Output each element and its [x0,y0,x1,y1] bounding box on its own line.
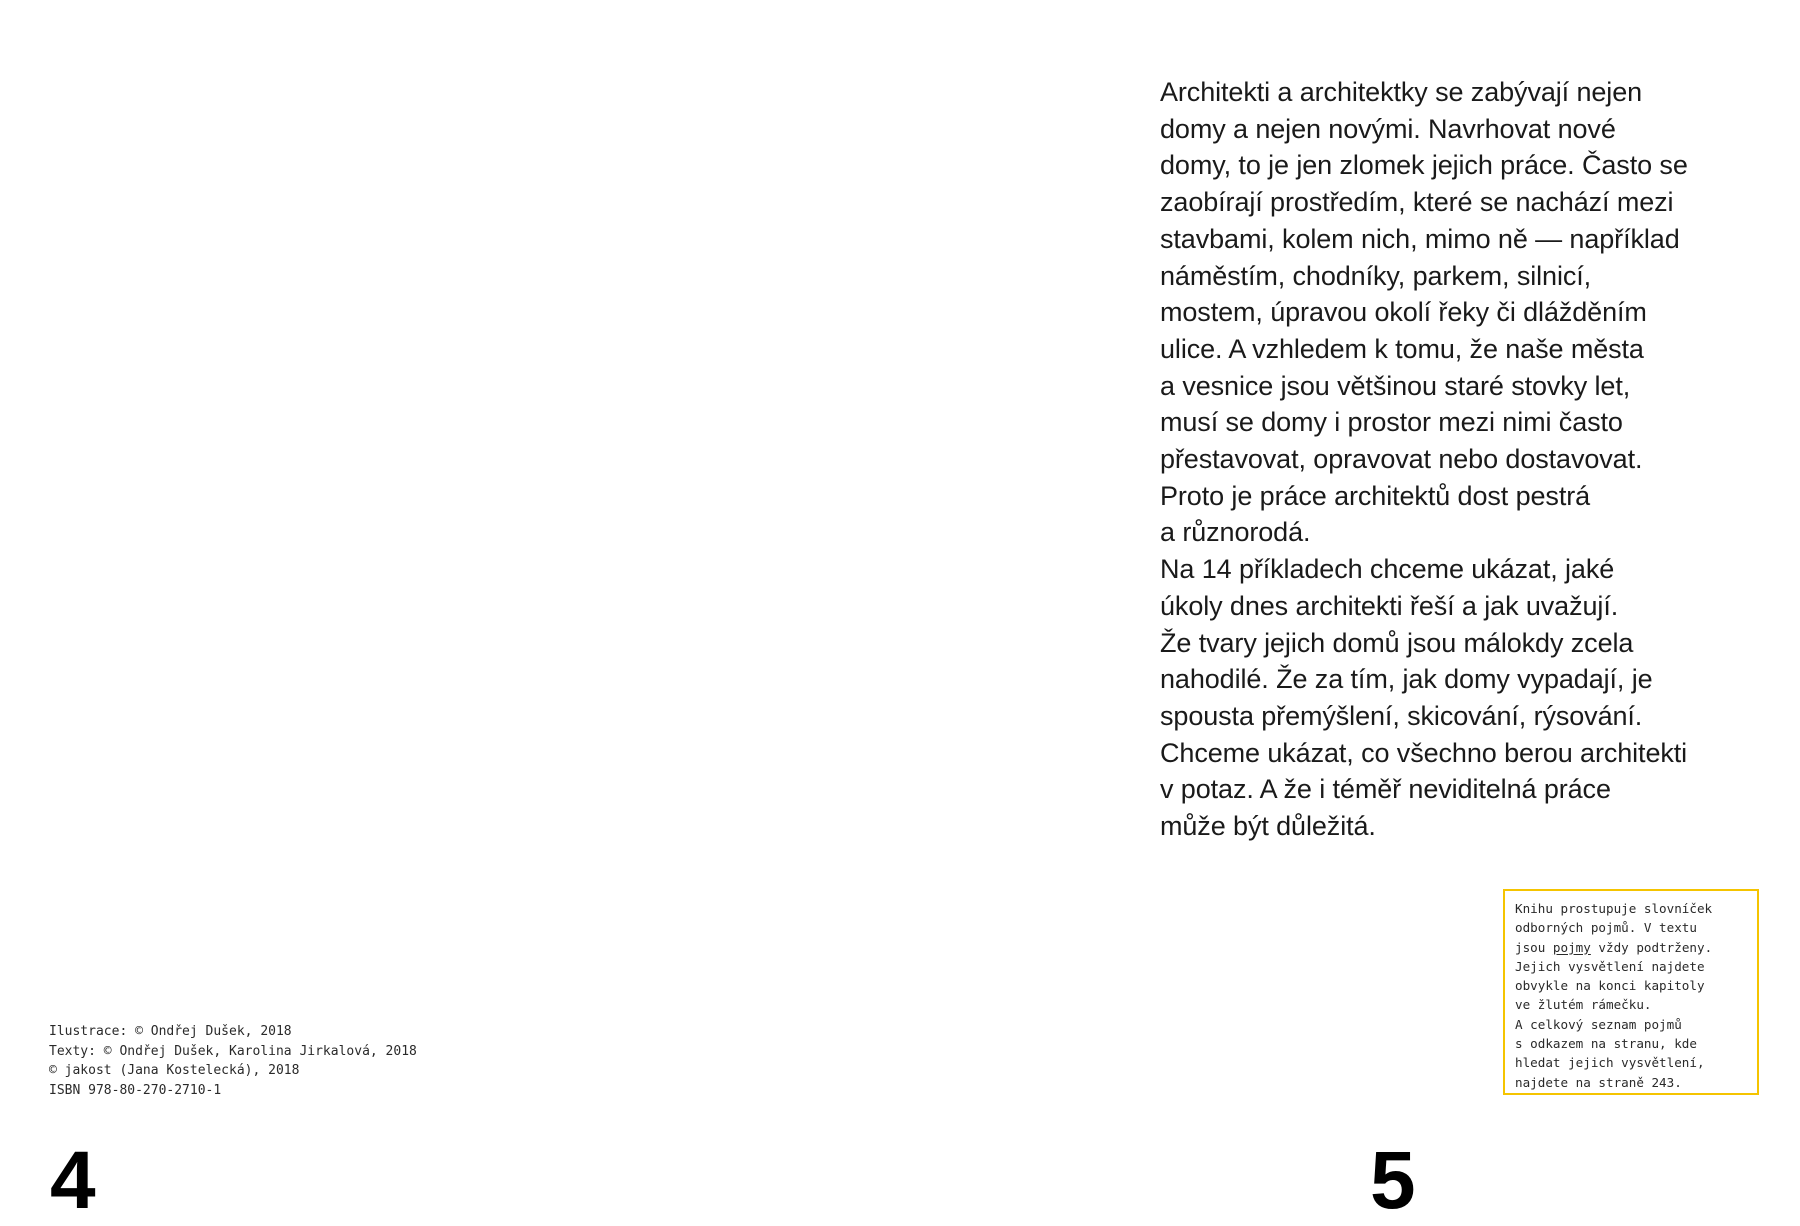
intro-line: domy a nejen novými. Navrhovat nové [1160,113,1616,144]
intro-line: ulice. A vzhledem k tomu, že naše města [1160,333,1644,364]
intro-line: může být důležitá. [1160,811,1376,842]
page-number-right: 5 [1370,1135,1416,1226]
glossary-term: pojmy [1552,939,1591,955]
note-line: A celkový seznam pojmů [1515,1016,1682,1032]
note-text: vždy podtrženy. [1590,939,1713,955]
intro-line: Na 14 příkladech chceme ukázat, jaké [1160,554,1615,585]
intro-line: zaobírají prostředím, které se nachází mezi [1160,187,1674,218]
intro-line: Že tvary jejich domů jsou málokdy zcela [1160,627,1634,658]
intro-line: náměstím, chodníky, parkem, silnicí, [1160,260,1592,291]
note-line: hledat jejich vysvětlení, [1515,1055,1705,1071]
credit-publisher: © jakost (Jana Kostelecká), 2018 [49,1063,300,1078]
intro-line: domy, to je jen zlomek jejich práce. Často se [1160,150,1688,181]
copyright-credits [49,1022,417,1100]
note-line: Jejich vysvětlení najdete [1515,958,1705,974]
intro-line: nahodilé. Že za tím, jak domy vypadají, je [1160,664,1653,695]
note-line: ve žlutém rámečku. [1515,997,1652,1013]
page-number-left: 4 [50,1135,96,1226]
intro-line: přestavovat, opravovat nebo dostavovat. [1160,444,1643,475]
intro-line: a různorodá. [1160,517,1311,548]
glossary-note-box [1503,889,1759,1095]
note-line: najdete na straně 243. [1515,1074,1682,1090]
intro-line: úkoly dnes architekti řeší a jak uvažují. [1160,590,1619,621]
note-line: s odkazem na stranu, kde [1515,1036,1697,1052]
note-line: Knihu prostupuje slovníček [1515,901,1713,916]
credit-illustration: Ilustrace: © Ondřej Dušek, 2018 [49,1024,292,1039]
intro-line: spousta přemýšlení, skicování, rýsování. [1160,700,1643,731]
note-text: jsou [1515,939,1553,955]
intro-line: musí se domy i prostor mezi nimi často [1160,407,1623,438]
intro-paragraph [1160,74,1760,845]
intro-line: Proto je práce architektů dost pestrá [1160,480,1591,511]
intro-line: stavbami, kolem nich, mimo ně — například [1160,223,1680,254]
intro-line: Architekti a architektky se zabývají nejen [1160,77,1643,107]
credit-texts: Texty: © Ondřej Dušek, Karolina Jirkalová, 2018 [49,1043,417,1059]
intro-line: v potaz. A že i téměř neviditelná práce [1160,774,1611,805]
intro-line: a vesnice jsou většinou staré stovky let, [1160,370,1631,401]
note-line: obvykle na konci kapitoly [1515,978,1705,994]
note-line: odborných pojmů. V textu [1515,920,1697,936]
intro-line: mostem, úpravou okolí řeky či dlážděním [1160,297,1647,328]
intro-line: Chceme ukázat, co všechno berou architekti [1160,737,1688,768]
note-line [1515,938,1749,957]
credit-isbn: ISBN 978-80-270-2710-1 [49,1082,222,1098]
